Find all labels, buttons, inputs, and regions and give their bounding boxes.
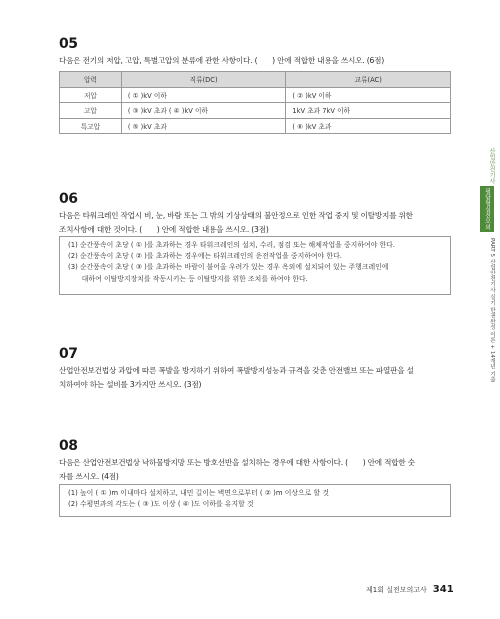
question-text-line: 다음은 산업안전보건법상 낙하물방지망 또는 방호선반을 설치하는 경우에 대한 사항이다. ( ) 안에 적합한 숫 bbox=[59, 458, 415, 467]
table-row bbox=[60, 103, 451, 119]
table-header: 교류(AC) bbox=[286, 72, 451, 88]
table-header: 압력 bbox=[60, 72, 122, 88]
table-cell: 저압 bbox=[60, 87, 122, 103]
table-cell: 1kV 초과 7kV 이하 bbox=[286, 103, 451, 119]
side-tab-label: 필답형실전모의 bbox=[483, 188, 491, 230]
side-book-title: PART 5 산업안전기사 실기 한권완성 이론 + 14개년 기출 bbox=[489, 238, 495, 383]
table-cell: ( ⑥ )kV 초과 bbox=[286, 118, 451, 134]
question-text-line: 자를 쓰시오. (4점) bbox=[59, 471, 119, 481]
conditions-box-08 bbox=[59, 484, 451, 517]
side-section-tab bbox=[480, 186, 494, 232]
table-cell: ( ③ )kV 초과 ( ④ )kV 이하 bbox=[121, 103, 286, 119]
list-item: (1) 순간풍속이 초당 ( ① )를 초과하는 경우 타워크레인의 설치, 수리, 점검 또는 해체작업을 중지하여야 한다. bbox=[68, 241, 395, 249]
table-cell: 특고압 bbox=[60, 118, 122, 134]
table-header-row bbox=[60, 72, 451, 88]
page-number: 341 bbox=[432, 584, 454, 595]
question-text-line: 조치사항에 대한 것이다. ( ) 안에 적합한 내용을 쓰시오. (3점) bbox=[59, 224, 269, 234]
conditions-box-06 bbox=[59, 236, 451, 295]
question-text-07 bbox=[59, 364, 414, 391]
question-text-line: 치하여야 하는 설비를 3가지만 쓰시오. (3점) bbox=[59, 379, 202, 389]
question-number-07: 07 bbox=[59, 346, 78, 362]
list-item: 대하여 이탈방지장치를 작동시키는 등 이탈방지를 위한 조치를 하여야 한다. bbox=[68, 274, 308, 283]
question-text-06 bbox=[59, 209, 413, 236]
list-item: (2) 수평면과의 각도는 ( ③ )도 이상 ( ④ )도 이하를 유지할 것 bbox=[68, 500, 254, 509]
table-row bbox=[60, 118, 451, 134]
question-number-06: 06 bbox=[59, 191, 78, 207]
page-footer bbox=[366, 584, 454, 595]
side-section-label: 산업안전기사 bbox=[488, 148, 495, 184]
question-text-line: 다음은 타워크레인 작업시 비, 눈, 바람 또는 그 밖의 기상상태의 불안정으로 인한 작업 중지 및 이탈방지를 위한 bbox=[59, 211, 413, 220]
table-header: 직류(DC) bbox=[121, 72, 286, 88]
list-item: (3) 순간풍속이 초당 ( ③ )를 초과하는 바람이 불어올 우려가 있는 경우 옥외에 설치되어 있는 주행크레인에 bbox=[68, 263, 389, 272]
question-text-line: 산업안전보건법상 과압에 따른 폭발을 방지하기 위하여 폭발방지성능과 규격을 갖춘 안전밸브 또는 파열판을 설 bbox=[59, 366, 414, 375]
footer-label: 제1회 실전모의고사 bbox=[366, 586, 427, 594]
table-cell: 고압 bbox=[60, 103, 122, 119]
voltage-classification-table bbox=[59, 71, 451, 134]
list-item: (1) 높이 ( ① )m 이내마다 설치하고, 내민 길이는 벽면으로부터 ( ② )m 이상으로 할 것 bbox=[68, 489, 330, 497]
question-text-08 bbox=[59, 456, 415, 483]
table-cell: ( ② )kV 이하 bbox=[286, 87, 451, 103]
list-item: (2) 순간풍속이 초당 ( ② )를 초과하는 경우에는 타워크레인의 운전작업을 중지하여야 한다. bbox=[68, 252, 342, 261]
question-number-05: 05 bbox=[59, 36, 78, 52]
table-cell: ( ⑤ )kV 초과 bbox=[121, 118, 286, 134]
question-text-05: 다음은 전기의 저압, 고압, 특별고압의 분류에 관한 사항이다. ( ) 안에 적합한 내용을 쓰시오. (6점) bbox=[59, 56, 384, 65]
table-row bbox=[60, 87, 451, 103]
table-cell: ( ① )kV 이하 bbox=[121, 87, 286, 103]
question-number-08: 08 bbox=[59, 438, 78, 454]
